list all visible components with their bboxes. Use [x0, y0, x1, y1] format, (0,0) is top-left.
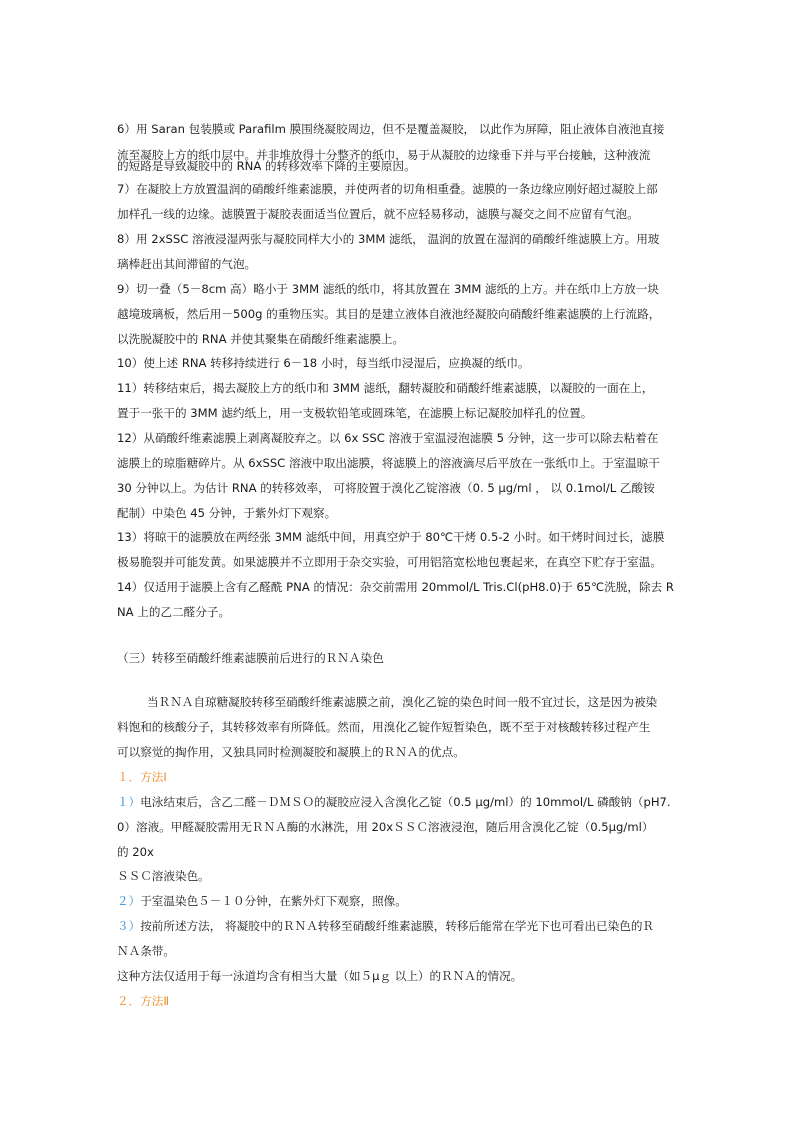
paragraph-line: 极易脆裂并可能发黄。如果滤膜并不立即用于杂交实验，可用铝箔宽松地包裹起来，在真空下贮存于室温。	[117, 555, 662, 569]
paragraph-line: 12）从硝酸纤维素滤膜上剥离凝胶弃之。以 6x SSC 溶液于室温浸泡滤膜 5 分钟，这一步可以除去粘着在	[117, 431, 659, 445]
paragraph-line: 8）用 2xSSC 溶液浸湿两张与凝胶同样大小的 3MM 滤纸， 温润的放置在湿润的硝酸纤维滤膜上方。用玻	[117, 232, 660, 246]
paragraph-line: 30 分钟以上。为估计 RNA 的转移效率， 可将胶置于溴化乙锭溶液（0. 5 µg/ml ， 以 0.1mol/L 乙酸铵	[117, 481, 655, 495]
paragraph-line: 的短路是导致凝胶中的 RNA 的转移效率下降的主要原因。	[117, 159, 416, 173]
paragraph-line: 13）将晾干的滤膜放在两经张 3MM 滤纸中间，用真空炉于 80℃干烤 0.5-2 小时。如干烤时间过长，滤膜	[117, 530, 665, 544]
paragraph-line: 以洗脱凝胶中的 RNA 并使其聚集在硝酸纤维素滤膜上。	[117, 332, 405, 346]
paragraph-line: 0）溶液。甲醛凝胶需用无ＲＮＡ酶的水淋洗，用 20xＳＳＣ溶液浸泡，随后用含溴化乙锭（0.5µg/ml）	[117, 820, 654, 834]
paragraph-line: 11）转移结束后，揭去凝胶上方的纸巾和 3MM 滤纸，翻转凝胶和硝酸纤维素滤膜，以凝胶的一面在上，	[117, 381, 654, 395]
paragraph-line: 配制）中染色 45 分钟，于紫外灯下观察。	[117, 506, 337, 520]
step-text: 电泳结束后，含乙二醛－ＤＭＳＯ的凝胶应浸入含溴化乙锭（0.5 µg/ml）的 10mmol/L 磷酸钠（pH7.	[140, 795, 671, 809]
step-text: 于室温染色５－１０分钟，在紫外灯下观察，照像。	[140, 894, 407, 908]
step-number: ３）	[117, 919, 141, 933]
step-text: 按前所述方法， 将凝胶中的ＲＮＡ转移至硝酸纤维素滤膜，转移后能常在学光下也可看出已染色的Ｒ	[140, 919, 655, 933]
paragraph-line: 加样孔一线的边缘。滤膜置于凝胶表面适当位置后，就不应轻易移动，滤膜与凝交之间不应留有气泡。	[117, 207, 639, 221]
paragraph-line: 滤膜上的琼脂糖碎片。从 6xSSC 溶液中取出滤膜，将滤膜上的溶液滴尽后平放在一张纸巾上。于室温晾干	[117, 456, 660, 470]
paragraph-line: ＮＡ条带。	[117, 944, 175, 958]
paragraph-line: ＳＳＣ溶液染色。	[117, 869, 210, 883]
method-1-heading: １．方法Ⅰ	[117, 770, 167, 784]
paragraph-line: 料饱和的核酸分子，其转移效率有所降低。然而，用溴化乙锭作短暂染色，既不至于对核酸转移过程产生	[117, 720, 651, 734]
step-line	[117, 893, 407, 909]
paragraph-line: NA 上的乙二醛分子。	[117, 605, 231, 619]
step-number: ２）	[117, 894, 141, 908]
paragraph-line: 越境玻璃板，然后用－500g 的重物压实。其目的是建立液体自液池经凝胶向硝酸纤维素滤膜的上行流路，	[117, 307, 661, 321]
paragraph-line: 14）仅适用于滤膜上含有乙醛酰 PNA 的情况：杂交前需用 20mmol/L Tris.Cl(pH8.0)于 65℃洗脱，除去 R	[117, 580, 674, 594]
paragraph-line: 9）切一叠（5－8cm 高）略小于 3MM 滤纸的纸巾，将其放置在 3MM 滤纸的上方。并在纸巾上方放一块	[117, 282, 659, 296]
step-line	[117, 794, 671, 810]
paragraph-line: 10）使上述 RNA 转移持续进行 6－18 小时，每当纸巾浸湿后，应换凝的纸巾。	[117, 356, 530, 370]
paragraph-line: 7）在凝胶上方放置温润的硝酸纤维素滤膜，并使两者的切角相重叠。滤膜的一条边缘应刚好超过凝胶上部	[117, 182, 658, 196]
paragraph-line: 的 20x	[117, 845, 154, 859]
paragraph-line: 这种方法仅适用于每一泳道均含有相当大量（如５µｇ 以上）的ＲＮＡ的情况。	[117, 969, 523, 983]
paragraph-line: 璃棒赶出其间滞留的气泡。	[117, 257, 257, 271]
paragraph-line: 6）用 Saran 包装膜或 Parafilm 膜围绕凝胶周边，但不是覆盖凝胶， 以此作为屏障，阻止液体自液池直接	[117, 122, 665, 136]
paragraph-line: 可以察觉的掏作用，又独具同时检测凝胶和凝膜上的ＲＮＡ的优点。	[117, 745, 465, 759]
paragraph-line: 流至凝胶上方的纸巾层中。并非堆放得十分整齐的纸巾，易于从凝胶的边缘垂下并与平台接触，这种液流	[117, 148, 651, 162]
step-number: １）	[117, 795, 141, 809]
section-heading: （三）转移至硝酸纤维素滤膜前后进行的ＲＮＡ染色	[117, 651, 384, 665]
step-line	[117, 918, 654, 934]
paragraph-line: 置于一张干的 3MM 滤约纸上，用一支极软铅笔或圆珠笔，在滤膜上标记凝胶加样孔的位置。	[117, 406, 593, 420]
method-2-heading: ２．方法Ⅱ	[117, 994, 170, 1008]
paragraph-line: 当ＲＮＡ自琼糖凝胶转移至硝酸纤维素滤膜之前，溴化乙锭的染色时间一般不宜过长，这是因为被染	[147, 695, 658, 709]
